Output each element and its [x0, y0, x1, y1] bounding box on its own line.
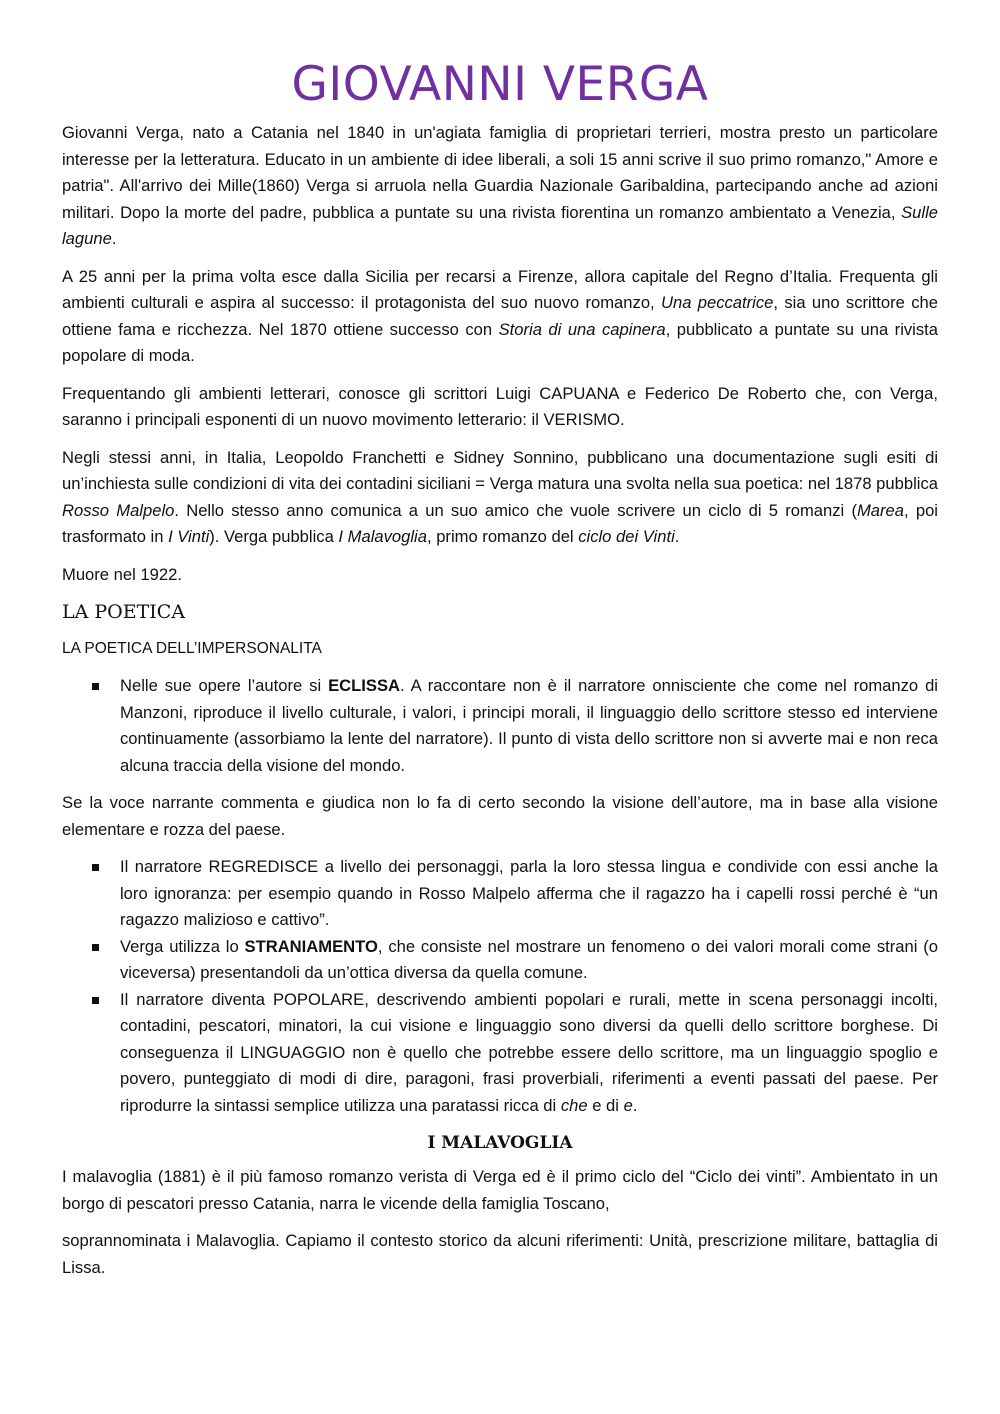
paragraph-svolta: [62, 445, 938, 551]
paragraph-malavoglia-intro: I malavoglia (1881) è il più famoso romanzo verista di Verga ed è il primo ciclo del “Ciclo dei vinti”. Ambientato in un borgo di pescatori presso Catania, narra le vicende della famiglia Toscano,: [62, 1167, 938, 1213]
italic-title-sulle-lagune: Sulle lagune: [62, 202, 938, 249]
italic-title-rosso-malpelo: Rosso Malpelo: [62, 500, 175, 520]
italic-ciclo-dei-vinti: ciclo dei Vinti: [578, 527, 675, 547]
list-item: [120, 934, 938, 987]
heading-i-malavoglia: I MALAVOGLIA: [427, 1133, 573, 1154]
paragraph-florence: [62, 264, 938, 370]
text-run: . Nello stesso anno comunica a un suo amico che vuole scrivere un ciclo di 5 romanzi (: [174, 500, 857, 520]
text-run: , pubblicato a puntate su una rivista popolare di moda.: [62, 319, 938, 366]
document-title: GIOVANNI VERGA: [291, 57, 709, 112]
paragraph-death: Muore nel 1922.: [62, 564, 182, 584]
paragraph-voce-narrante: Se la voce narrante commenta e giudica non lo fa di certo secondo la visione dell’autore, ma in base alla visione elementare e rozza del paese.: [62, 793, 938, 839]
square-bullet-icon: [92, 944, 99, 951]
italic-title-storia-di-una-capinera: Storia di una capinera: [498, 319, 666, 339]
text-run: , primo romanzo del: [426, 527, 579, 547]
text-run: Giovanni Verga, nato a Catania nel 1840 in un'agiata famiglia di proprietari terrieri, mostra presto un particolare interesse per la letteratura. Educato in un ambiente di idee liberali, a soli 15 anni scrive il suo primo romanzo," Amore e patria". All'arrivo dei Mille(1860) Verga si arruola nella Guardia Nazionale Garibaldina, partecipando anche ad azioni militari. Dopo la morte del padre, pubblica a puntate su una rivista fiorentina un romanzo ambientato a Venezia,: [62, 123, 938, 222]
square-bullet-icon: [92, 997, 99, 1004]
italic-title-marea: Marea: [856, 500, 905, 520]
bold-term-straniamento: STRANIAMENTO: [244, 936, 378, 956]
square-bullet-icon: [92, 683, 99, 690]
list-item: [120, 854, 938, 934]
text-run: Il narratore diventa POPOLARE, descrivendo ambienti popolari e rurali, mette in scena personaggi incolti, contadini, pescatori, minatori, la cui visione e linguaggio sono diversi da quelli dello scrittore borghese. Di conseguenza il LINGUAGGIO non è quello che potrebbe essere dello scrittore, ma un linguaggio spoglio e povero, punteggiato di modi di dire, paragoni, frasi proverbiali, riferimenti a eventi passati del paese. Per riprodurre la sintassi semplice utilizza una paratassi ricca di: [120, 989, 938, 1115]
text-run: . A raccontare non è il narratore onnisciente che come nel romanzo di Manzoni, riproduce il livello culturale, i valori, i principi morali, il linguaggio dello scrittore stesso ed interviene continuamente (assorbiamo la lente del narratore). Il punto di vista dello scrittore non si avverte mai e non reca alcuna traccia della visione del mondo.: [120, 676, 938, 775]
text-run: , poi trasformato in: [62, 500, 938, 547]
text-run: , che consiste nel mostrare un fenomeno o dei valori morali come strani (o viceversa) presentandoli da un’ottica diversa da quella comune.: [120, 936, 938, 983]
text-run: , sia uno scrittore che ottiene fama e ricchezza. Nel 1870 ottiene successo con: [62, 293, 938, 339]
paragraph-verismo: Frequentando gli ambienti letterari, conosce gli scrittori Luigi CAPUANA e Federico De Roberto che, con Verga, saranno i principali esponenti di un nuovo movimento letterario: il VERISMO.: [62, 383, 938, 430]
text-run: Verga utilizza lo: [120, 936, 245, 956]
subheading-impersonalita: LA POETICA DELL’IMPERSONALITA: [62, 640, 322, 658]
text-run: e di: [587, 1095, 624, 1115]
italic-title-i-malavoglia: I Malavoglia: [338, 527, 427, 547]
text-run: ). Verga pubblica: [209, 527, 339, 547]
paragraph-biography-intro: [62, 120, 938, 253]
text-run: Nelle sue opere l’autore si: [120, 676, 329, 696]
text-run: .: [674, 527, 680, 547]
list-item: [120, 987, 938, 1120]
bold-term-eclissa: ECLISSA: [328, 676, 401, 696]
bullet-list-eclissa: [62, 673, 938, 779]
paragraph-malavoglia-context: soprannominata i Malavoglia. Capiamo il contesto storico da alcuni riferimenti: Unità, prescrizione militare, battaglia di Lissa.: [62, 1231, 938, 1277]
heading-la-poetica: LA POETICA: [62, 601, 186, 624]
italic-word-e: e: [623, 1095, 633, 1115]
italic-title-i-vinti: I Vinti: [168, 527, 210, 547]
text-run: .: [632, 1095, 638, 1115]
bullet-list-narratore: [62, 854, 938, 1119]
text-run: Il narratore REGREDISCE a livello dei personaggi, parla la loro stessa lingua e condivide con essi anche la loro ignoranza: per esempio quando in Rosso Malpelo afferma che il ragazzo ha i capelli rossi perché è “un ragazzo malizioso e cattivo”.: [120, 857, 938, 930]
list-item: [120, 673, 938, 779]
text-run: Negli stessi anni, in Italia, Leopoldo Franchetti e Sidney Sonnino, pubblicano una documentazione sugli esiti di un’inchiesta sulle condizioni di vita dei contadini siciliani = Verga matura una svolta nella sua poetica: nel 1878 pubblica: [62, 447, 938, 494]
text-run: .: [111, 229, 117, 249]
italic-word-che: che: [560, 1095, 588, 1115]
text-run: A 25 anni per la prima volta esce dalla Sicilia per recarsi a Firenze, allora capitale del Regno d’Italia. Frequenta gli ambienti culturali e aspira al successo: il protagonista del suo nuovo romanzo,: [62, 266, 938, 313]
square-bullet-icon: [92, 864, 99, 871]
italic-title-una-peccatrice: Una peccatrice: [660, 293, 774, 313]
